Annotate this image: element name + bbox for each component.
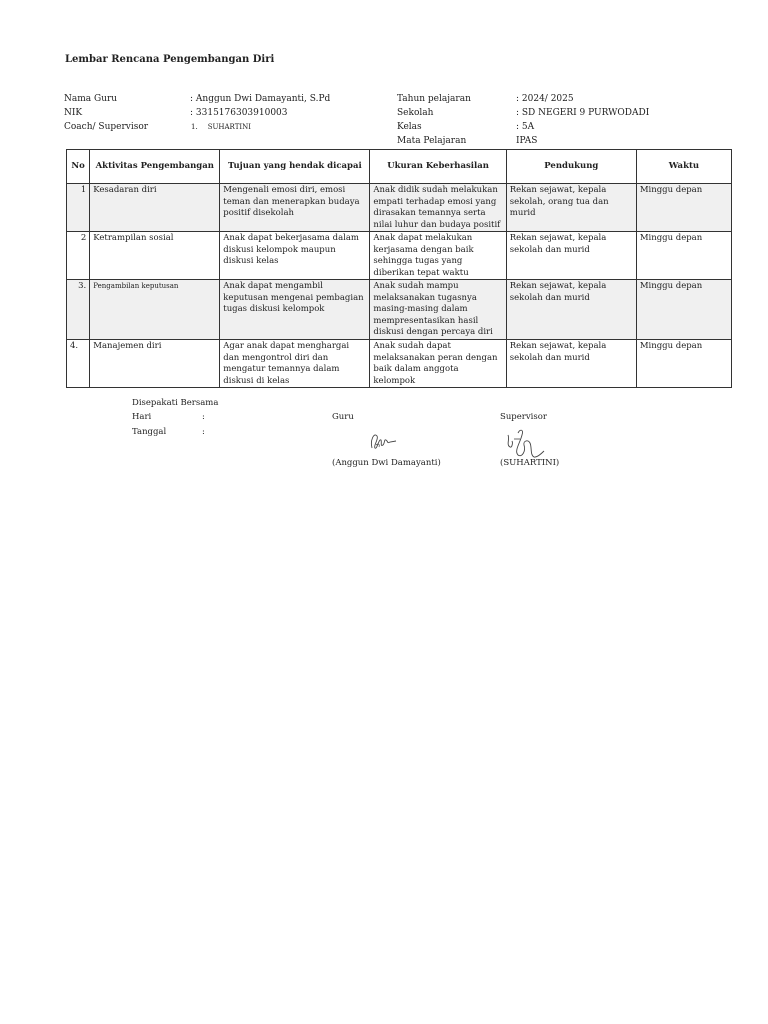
info-value: : 3315176303910003 xyxy=(190,108,288,118)
info-row-nama-guru xyxy=(64,92,330,106)
tanggal-colon: : xyxy=(202,427,205,437)
info-label: Coach/ Supervisor xyxy=(64,122,149,132)
coach-number: 1. xyxy=(191,123,198,131)
info-label: NIK xyxy=(64,108,83,118)
agreed-label: Disepakati Bersama xyxy=(132,398,219,408)
school-info xyxy=(397,92,649,148)
info-value: : Anggun Dwi Damayanti, S.Pd xyxy=(190,94,331,104)
cell-no: 1 xyxy=(67,184,90,232)
cell-pendukung: Rekan sejawat, kepala sekolah, orang tua dan murid xyxy=(506,184,636,232)
cell-ukuran: Anak sudah mampu melaksanakan tugasnya masing-masing dalam mempresentasikan hasil diskusi dengan percaya diri xyxy=(370,280,506,340)
info-value: : 5A xyxy=(516,122,535,132)
cell-pendukung: Rekan sejawat, kepala sekolah dan murid xyxy=(506,340,636,388)
cell-pendukung: Rekan sejawat, kepala sekolah dan murid xyxy=(506,232,636,280)
cell-ukuran: Anak dapat melakukan kerjasama dengan baik sehingga tugas yang diberikan tepat waktu xyxy=(370,232,506,280)
page-title: Lembar Rencana Pengembangan Diri xyxy=(65,54,275,65)
hari-colon: : xyxy=(202,412,205,422)
hari-label: Hari xyxy=(132,412,152,422)
table-row xyxy=(67,340,732,388)
teacher-info xyxy=(64,92,330,134)
guru-label: Guru xyxy=(332,412,354,422)
table-row xyxy=(67,184,732,232)
cell-waktu: Minggu depan xyxy=(636,232,731,280)
header-no: No xyxy=(67,150,90,184)
cell-no: 2 xyxy=(67,232,90,280)
cell-no: 3. xyxy=(67,280,90,340)
cell-aktivitas: Manajemen diri xyxy=(90,340,220,388)
info-row-coach xyxy=(64,120,330,134)
info-row-sekolah xyxy=(397,106,649,120)
info-row-mapel xyxy=(397,134,649,148)
cell-tujuan: Mengenali emosi diri, emosi teman dan menerapkan budaya positif disekolah xyxy=(220,184,370,232)
coach-name: SUHARTINI xyxy=(207,123,252,131)
cell-tujuan: Anak dapat mengambil keputusan mengenai pembagian tugas diskusi kelompok xyxy=(220,280,370,340)
supervisor-name: (SUHARTINI) xyxy=(500,458,560,468)
cell-aktivitas: Ketrampilan sosial xyxy=(90,232,220,280)
guru-name: (Anggun Dwi Damayanti) xyxy=(332,458,441,468)
info-label: Sekolah xyxy=(397,108,434,118)
info-value: : 2024/ 2025 xyxy=(516,94,574,104)
header-ukuran: Ukuran Keberhasilan xyxy=(370,150,506,184)
table-row xyxy=(67,280,732,340)
info-row-kelas xyxy=(397,120,649,134)
table-row xyxy=(67,232,732,280)
supervisor-label: Supervisor xyxy=(500,412,547,422)
info-row-tahun xyxy=(397,92,649,106)
info-value: IPAS xyxy=(516,136,538,146)
cell-no: 4. xyxy=(67,340,90,388)
info-label: Nama Guru xyxy=(64,94,118,104)
tanggal-label: Tanggal xyxy=(132,427,167,437)
header-aktivitas: Aktivitas Pengembangan xyxy=(90,150,220,184)
cell-tujuan: Agar anak dapat menghargai dan mengontrol diri dan mengatur temannya dalam diskusi di kelas xyxy=(220,340,370,388)
cell-waktu: Minggu depan xyxy=(636,340,731,388)
cell-aktivitas: Kesadaran diri xyxy=(90,184,220,232)
cell-waktu: Minggu depan xyxy=(636,184,731,232)
cell-tujuan: Anak dapat bekerjasama dalam diskusi kelompok maupun diskusi kelas xyxy=(220,232,370,280)
header-tujuan: Tujuan yang hendak dicapai xyxy=(220,150,370,184)
cell-pendukung: Rekan sejawat, kepala sekolah dan murid xyxy=(506,280,636,340)
cell-aktivitas: Pengambilan keputusan xyxy=(90,280,220,340)
info-label: Mata Pelajaran xyxy=(397,136,467,146)
header-pendukung: Pendukung xyxy=(506,150,636,184)
development-plan-table xyxy=(66,149,732,388)
guru-signature-icon xyxy=(366,428,398,454)
table-header-row xyxy=(67,150,732,184)
info-label: Kelas xyxy=(397,122,422,132)
coach-value xyxy=(190,120,251,134)
info-value: : SD NEGERI 9 PURWODADI xyxy=(516,108,650,118)
info-row-nik xyxy=(64,106,330,120)
cell-ukuran: Anak didik sudah melakukan empati terhadap emosi yang dirasakan temannya serta nilai luhur dan budaya positif xyxy=(370,184,506,232)
cell-waktu: Minggu depan xyxy=(636,280,731,340)
header-waktu: Waktu xyxy=(636,150,731,184)
info-label: Tahun pelajaran xyxy=(397,94,471,104)
cell-ukuran: Anak sudah dapat melaksanakan peran dengan baik dalam anggota kelompok xyxy=(370,340,506,388)
